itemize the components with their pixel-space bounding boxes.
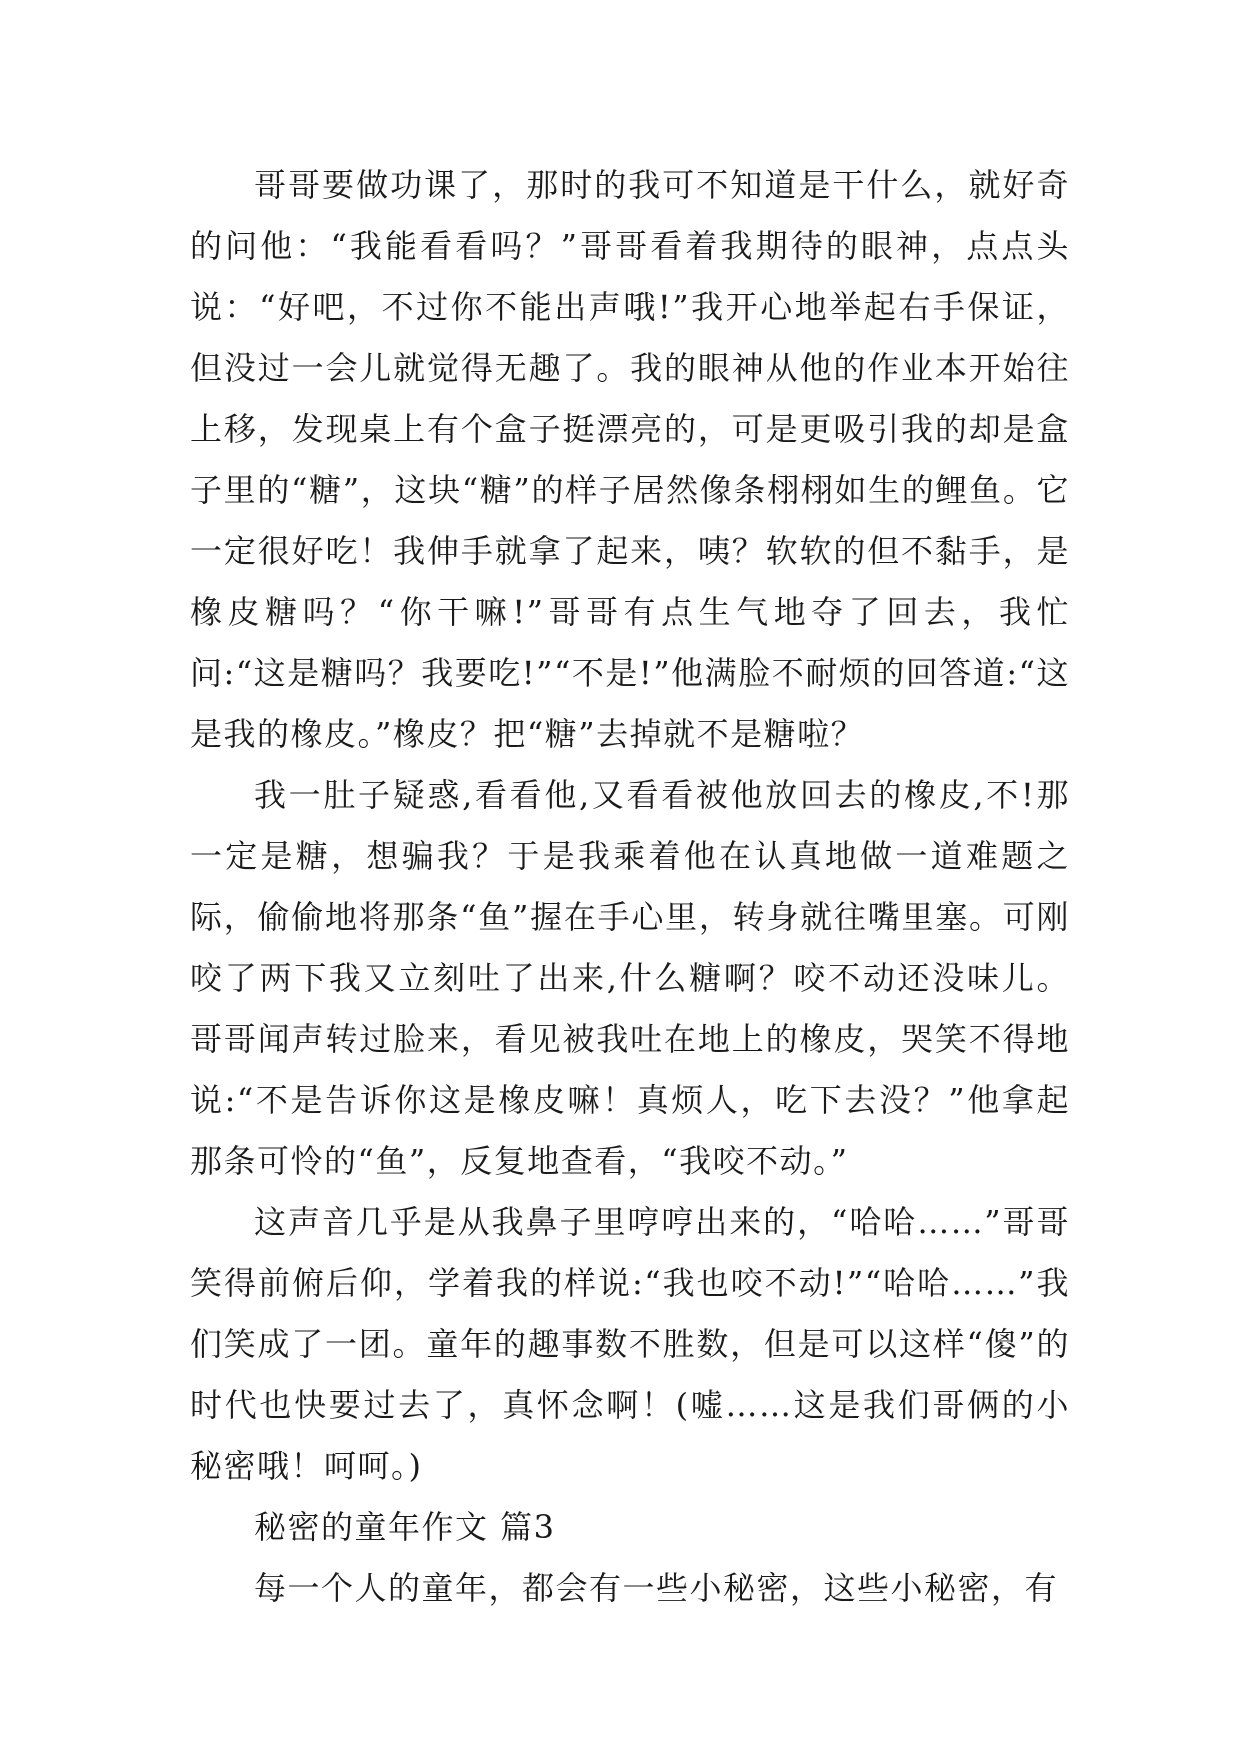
paragraph-1: 哥哥要做功课了，那时的我可不知道是干什么，就好奇的问他：“我能看看吗？”哥哥看着我期待的眼神，点点头说：“好吧，不过你不能出声哦!”我开心地举起右手保证，但没过一会儿就觉得无趣了。我的眼神从他的作业本开始往上移，发现桌上有个盒子挺漂亮的，可是更吸引我的却是盒子里的“糖”，这块“糖”的样子居然像条栩栩如生的鲤鱼。它一定很好吃！我伸手就拿了起来，咦？软软的但不黏手，是橡皮糖吗？“你干嘛!”哥哥有点生气地夺了回去，我忙问:“这是糖吗？我要吃!”“不是!”他满脸不耐烦的回答道:“这是我的橡皮。”橡皮？把“糖”去掉就不是糖啦？ xyxy=(190,166,1070,753)
paragraph-4: 每一个人的童年，都会有一些小秘密，这些小秘密，有 xyxy=(254,1569,1059,1607)
paragraph-2: 我一肚子疑惑,看看他,又看看被他放回去的橡皮,不!那一定是糖，想骗我？于是我乘着他在认真地做一道难题之际，偷偷地将那条“鱼”握在手心里，转身就往嘴里塞。可刚咬了两下我又立刻吐了出来,什么糖啊？咬不动还没味儿。哥哥闻声转过脸来，看见被我吐在地上的橡皮，哭笑不得地说:“不是告诉你这是橡皮嘛！真烦人，吃下去没？”他拿起那条可怜的“鱼”，反复地查看，“我咬不动。” xyxy=(190,776,1070,1180)
section-heading: 秘密的童年作文 篇3 xyxy=(254,1508,556,1546)
paragraph-3: 这声音几乎是从我鼻子里哼哼出来的，“哈哈……”哥哥笑得前俯后仰，学着我的样说:“我也咬不动!”“哈哈……”我们笑成了一团。童年的趣事数不胜数，但是可以这样“傻”的时代也快要过去了，真怀念啊！(嘘……这是我们哥俩的小秘密哦！呵呵。) xyxy=(190,1203,1070,1485)
document-body xyxy=(190,155,1070,1619)
